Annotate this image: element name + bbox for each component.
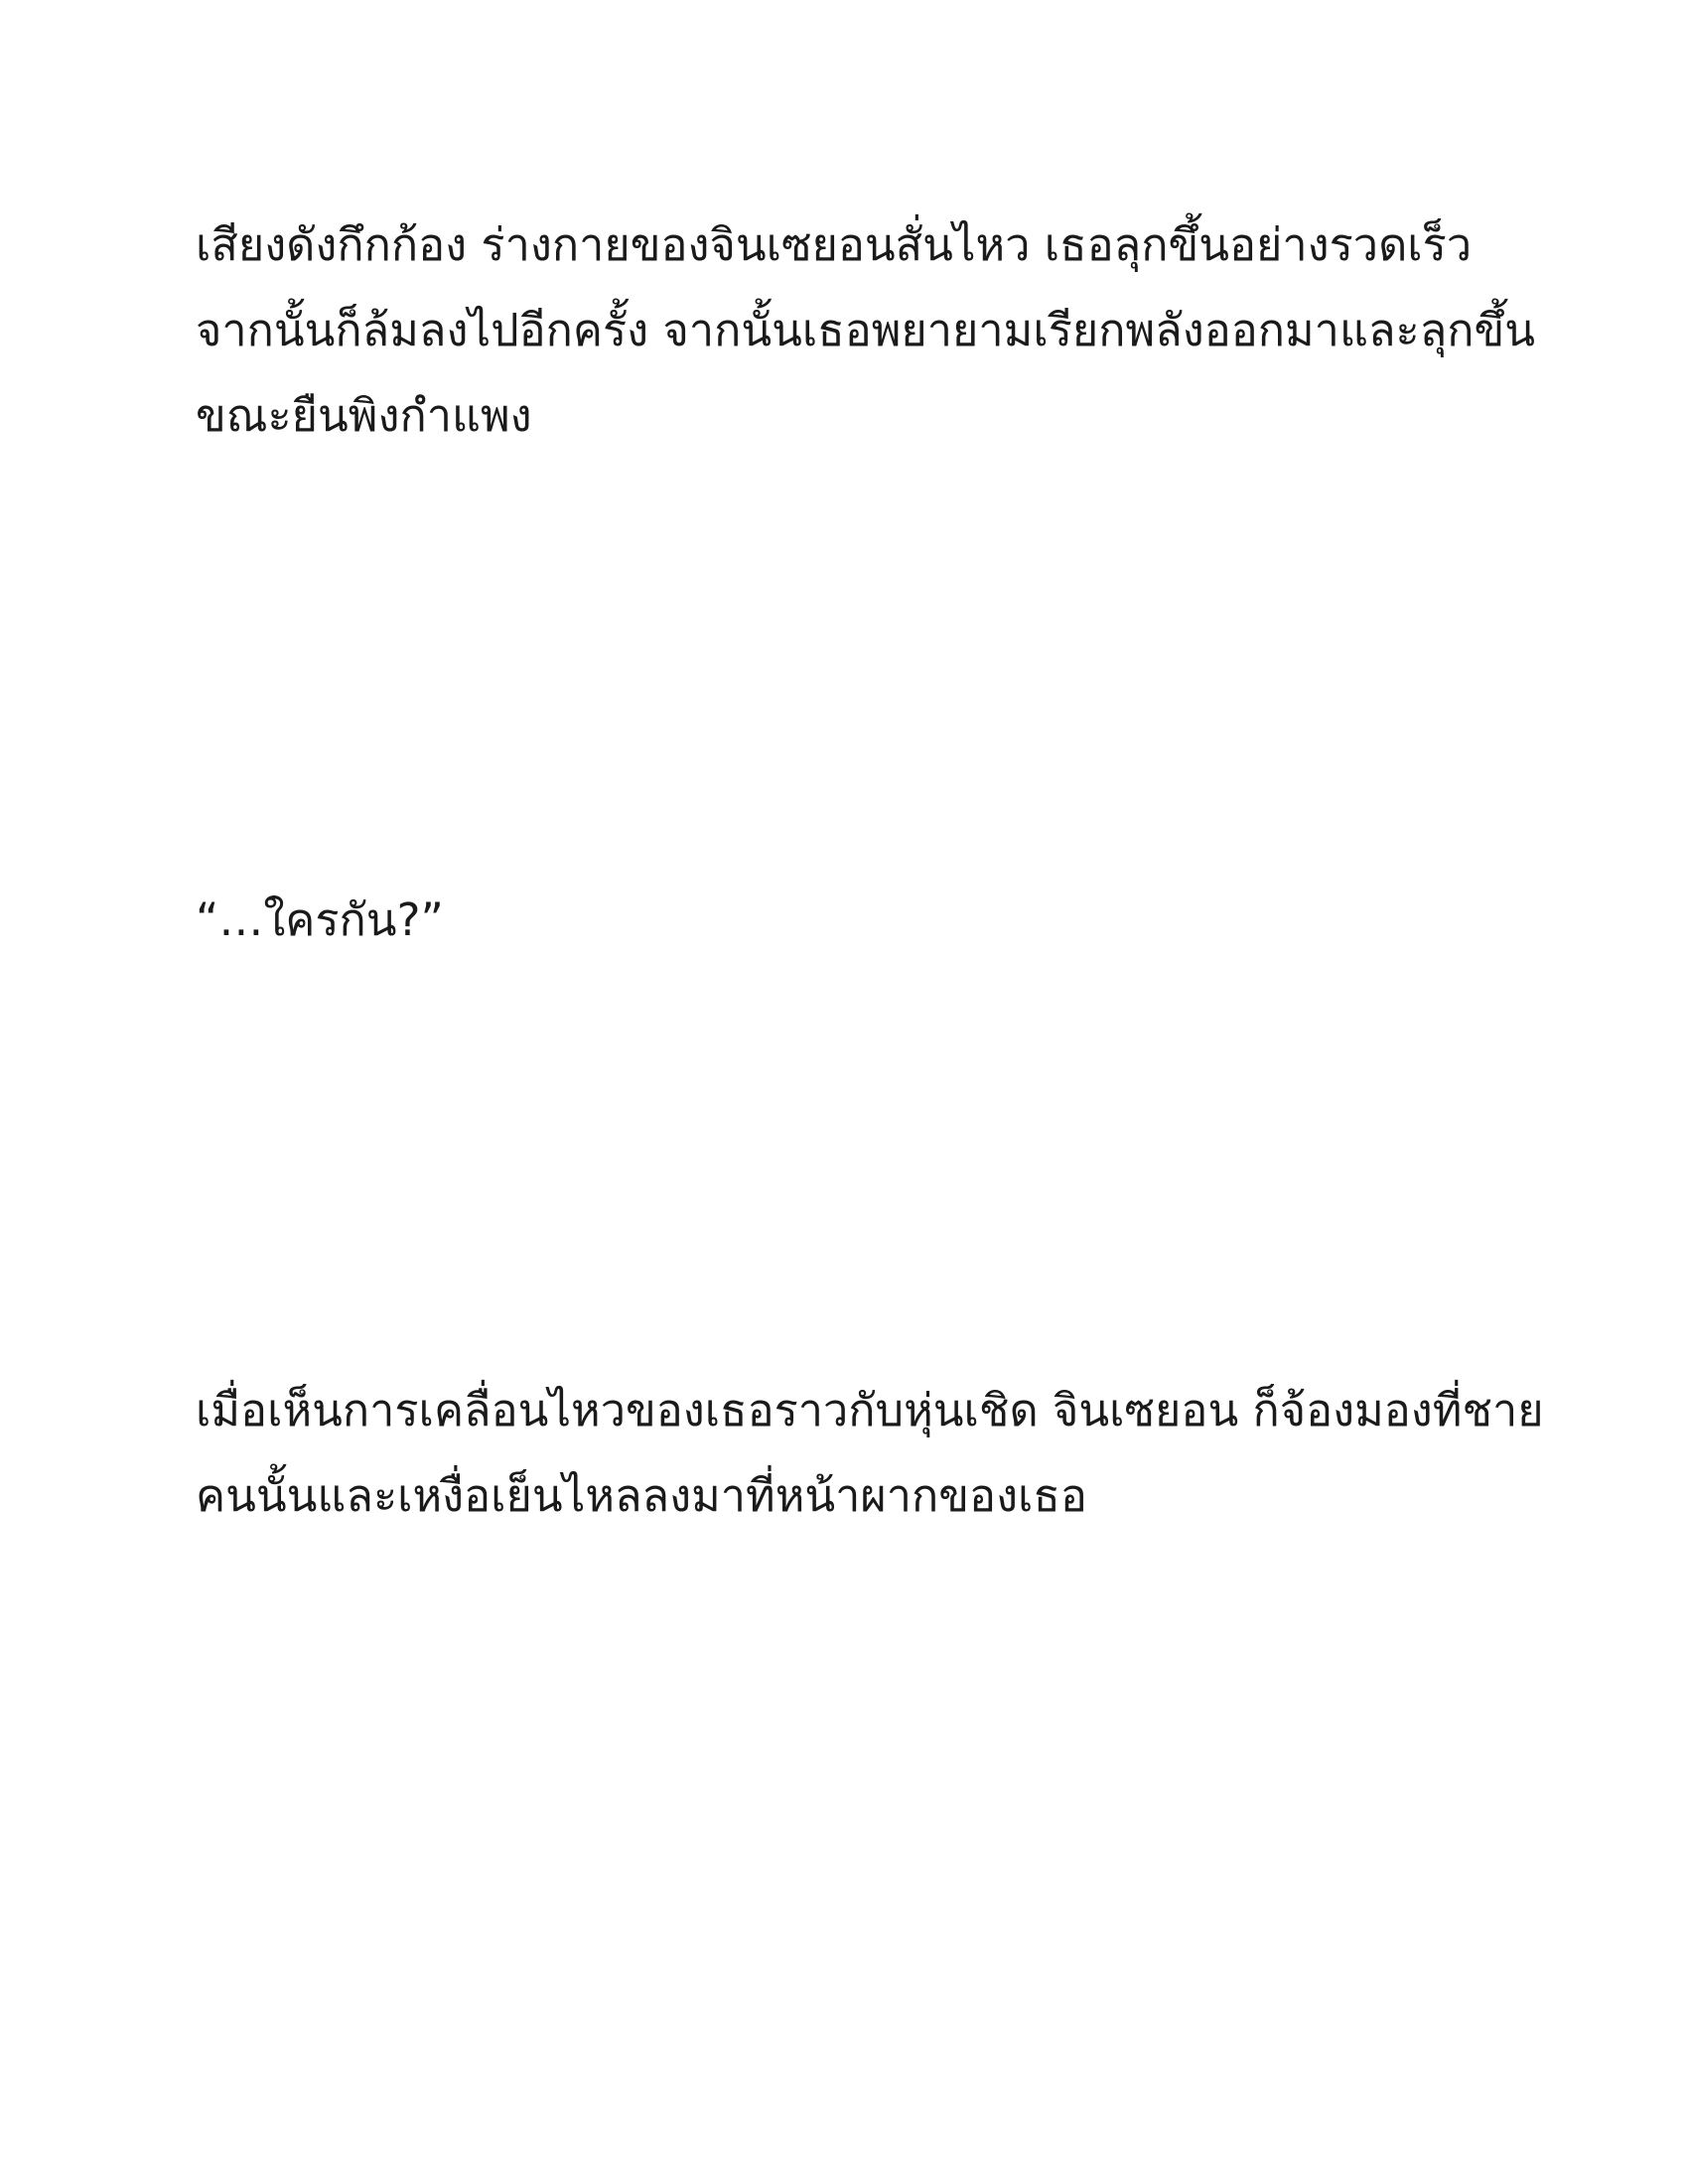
- text-line: “…ใครกัน?”: [196, 893, 444, 946]
- text-line: ขณะยืนพิงกำแพง: [196, 389, 532, 442]
- text-line: เมื่อเห็นการเคลื่อนไหวของเธอราวกับหุ่นเชิด จินเซยอน ก็จ้องมองที่ชาย: [196, 1384, 1544, 1436]
- text-line: คนนั้นและเหงื่อเย็นไหลลงมาที่หน้าผากของเธอ: [196, 1469, 1087, 1522]
- paragraph-narration-1: [196, 203, 1536, 459]
- paragraph-dialogue: [196, 878, 1506, 963]
- text-line: เสียงดังกึกก้อง ร่างกายของจินเซยอนสั่นไหว เธอลุกขึ้นอย่างรวดเร็ว: [196, 218, 1473, 271]
- text-line: จากนั้นก็ล้มลงไปอีกครั้ง จากนั้นเธอพยายามเรียกพลังออกมาและลุกขึ้น: [196, 304, 1536, 356]
- paragraph-narration-2: [196, 1368, 1544, 1539]
